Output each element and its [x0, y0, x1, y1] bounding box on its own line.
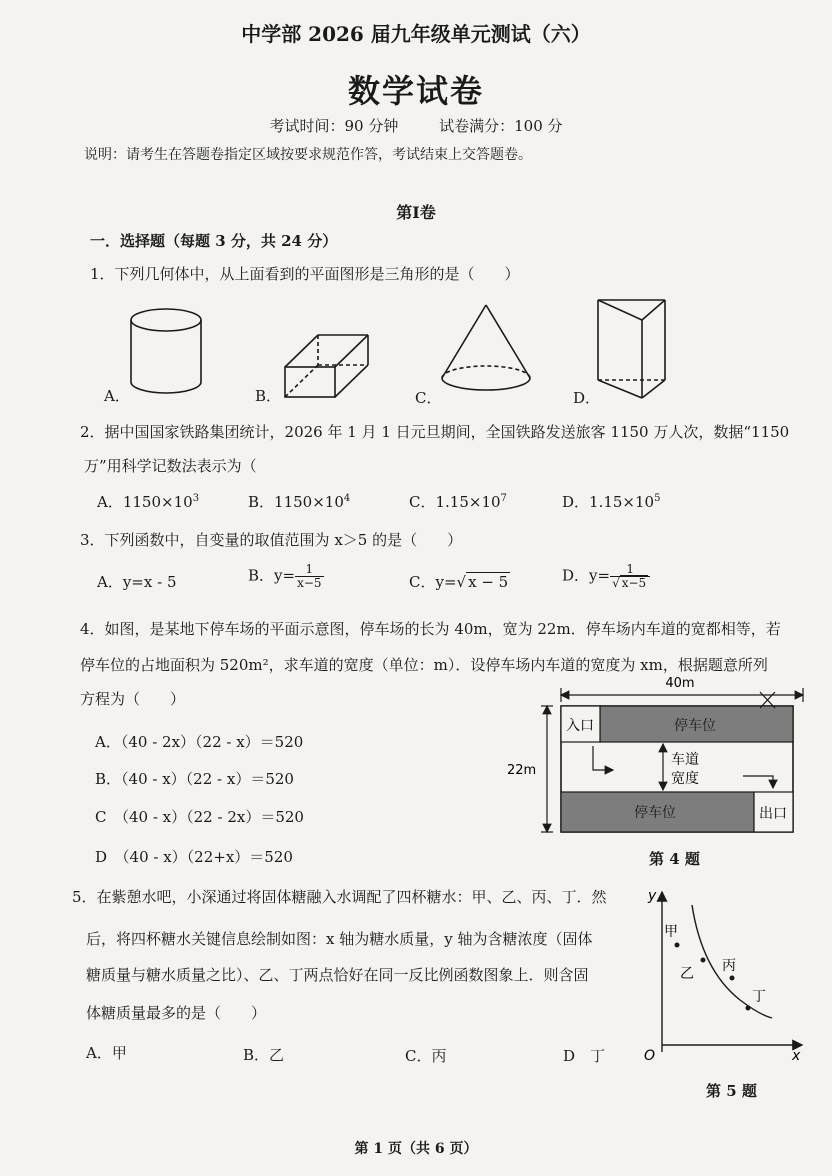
subject-title: 数学试卷: [347, 72, 484, 110]
q4-figure-caption: 第 4 题: [649, 850, 700, 868]
length-label: 40m: [665, 676, 695, 691]
q3-stem: 3．下列函数中，自变量的取值范围为 x＞5 的是（ ）: [80, 531, 463, 549]
y-axis-label: y: [648, 888, 657, 904]
origin-label: O: [644, 1048, 656, 1064]
q3-option-b[interactable]: B．y= $\frac{1}{x-5}$: [248, 562, 322, 590]
entrance-label: 入口: [566, 718, 594, 734]
exam-time: 考试时间：90 分钟: [269, 117, 399, 135]
cylinder-figure: [131, 309, 201, 393]
q2-stem-line1: 2．据中国国家铁路集团统计，2026 年 1 月 1 日元旦期间，全国铁路发送旅客 1150 万人次，数据“1150: [80, 423, 790, 441]
q4-option-c[interactable]: C （40 - x）（22 - 2x）＝520: [95, 808, 304, 826]
q2-stem-line2: 万”用科学记数法表示为（: [84, 457, 257, 475]
q4-stem-line3: 方程为（ ）: [80, 690, 186, 708]
page-footer: 第 1 页（共 6 页）: [354, 1141, 478, 1157]
x-axis-label: x: [792, 1048, 801, 1064]
q1-option-b[interactable]: B．: [255, 387, 282, 405]
volume-title: 第Ⅰ卷: [396, 203, 436, 222]
exam-info: [0, 115, 832, 136]
exam-note: 说明：请考生在答题卷指定区域按要求规范作答，考试结束上交答题卷。: [84, 147, 532, 163]
section-title: 一．选择题（每题 3 分，共 24 分）: [90, 232, 338, 250]
width-label: 22m: [507, 763, 537, 778]
point-bing-label: 丙: [722, 958, 736, 974]
q5-option-a[interactable]: A．甲: [86, 1044, 127, 1062]
q3-option-d[interactable]: D．y= $\frac{1}{√ x-5}$: [562, 563, 650, 590]
q4-stem-line2: 停车位的占地面积为 520m²，求车道的宽度（单位：m）．设停车场内车道的宽度为 xm，根据题意所列: [80, 656, 768, 674]
exit-label: 出口: [759, 806, 787, 822]
q5-option-d[interactable]: D 丁: [563, 1047, 606, 1065]
q2-option-c[interactable]: C．$1.15\times 10^7$: [409, 493, 507, 511]
cone-figure: [442, 305, 530, 390]
point-jia-label: 甲: [664, 924, 678, 940]
prism-figure: [598, 300, 665, 398]
q4-option-b[interactable]: B．（40 - x）（22 - x）＝520: [95, 770, 294, 788]
q5-stem-line1: 5．在紫憩水吧，小深通过将固体糖融入水调配了四杯糖水：甲、乙、丙、丁．然: [72, 888, 607, 906]
q4-stem-line1: 4．如图，是某地下停车场的平面示意图，停车场的长为 40m，宽为 22m．停车场内车道的宽都相等，若: [80, 620, 781, 638]
school-title: 中学部 2026 届九年级单元测试（六）: [241, 22, 591, 46]
q5-stem-line4: 体糖质量最多的是（ ）: [86, 1004, 267, 1022]
parking-bottom-label: 停车位: [634, 805, 676, 821]
parking-top-label: 停车位: [674, 718, 716, 734]
full-score: 试卷满分：100 分: [439, 117, 563, 135]
q1-stem: 1．下列几何体中，从上面看到的平面图形是三角形的是（ ）: [90, 265, 520, 283]
q2-option-b[interactable]: B．$1150\times 10^4$: [248, 493, 351, 511]
q3-option-c[interactable]: C．y=√ x − 5: [409, 573, 509, 591]
q4-parking-figure: [505, 670, 810, 840]
cuboid-figure: [285, 335, 368, 397]
q1-option-c[interactable]: C．: [415, 389, 442, 407]
sqrt-symbol: √: [456, 573, 467, 591]
q5-figure-caption: 第 5 题: [706, 1082, 757, 1100]
q3-option-a[interactable]: A．y=x - 5: [97, 573, 177, 591]
q4-option-d[interactable]: D （40 - x）（22+x）＝520: [95, 848, 293, 866]
q5-graph-figure: [640, 880, 810, 1065]
q1-option-d[interactable]: D．: [573, 389, 601, 407]
lane-label-2: 宽度: [671, 771, 699, 787]
lane-label-1: 车道: [671, 752, 699, 768]
q5-option-c[interactable]: C．丙: [405, 1047, 447, 1065]
q5-stem-line3: 糖质量与糖水质量之比）、乙、丁两点恰好在同一反比例函数图象上．则含固: [86, 966, 589, 984]
q4-option-a[interactable]: A．（40 - 2x）（22 - x）＝520: [95, 733, 304, 751]
q1-option-a[interactable]: A．: [104, 387, 130, 405]
q2-option-a[interactable]: A．$1150\times 10^3$: [97, 493, 200, 511]
q5-option-b[interactable]: B．乙: [243, 1046, 285, 1064]
q5-stem-line2: 后，将四杯糖水关键信息绘制如图：x 轴为糖水质量，y 轴为含糖浓度（固体: [86, 930, 593, 948]
q2-option-d[interactable]: D．$1.15\times 10^5$: [562, 493, 661, 511]
point-yi-label: 乙: [680, 966, 694, 982]
point-ding-label: 丁: [752, 989, 766, 1005]
